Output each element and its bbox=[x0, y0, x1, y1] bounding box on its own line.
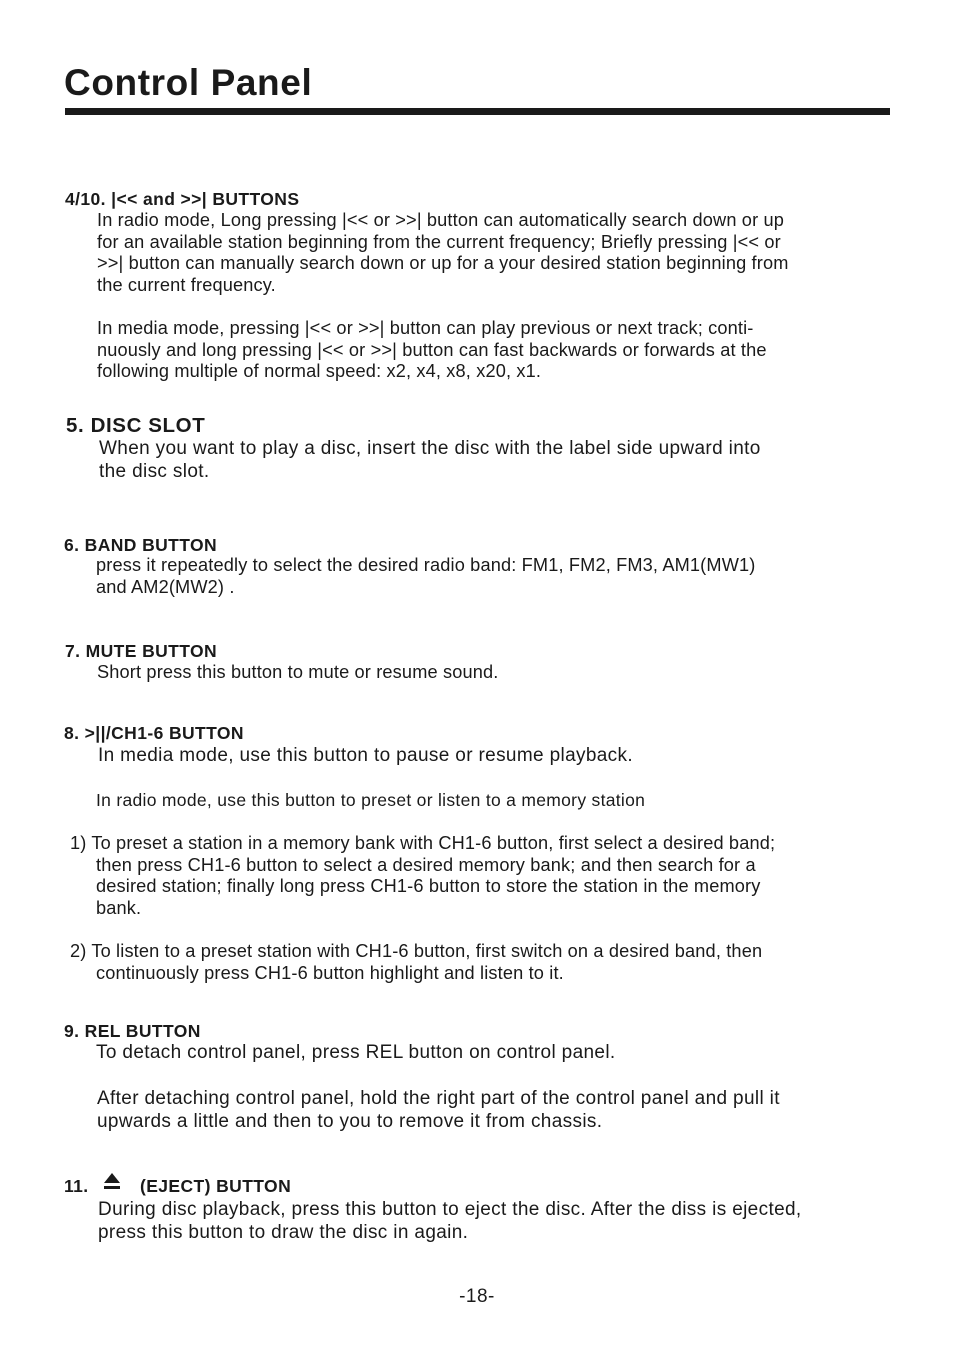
text-line: During disc playback, press this button to eject the disc. After the diss is ejected, bbox=[98, 1199, 802, 1220]
text-line: following multiple of normal speed: x2, x4, x8, x20, x1. bbox=[97, 361, 542, 382]
rel-remove-paragraph bbox=[97, 1087, 780, 1133]
text-line: Short press this button to mute or resume sound. bbox=[97, 662, 499, 682]
ch-listen-list-item bbox=[70, 941, 762, 984]
eject-icon bbox=[103, 1171, 121, 1191]
text-line: To detach control panel, press REL button on control panel. bbox=[96, 1042, 616, 1063]
text-line: continuously press CH1-6 button highlight and listen to it. bbox=[96, 962, 564, 983]
text-line: bank. bbox=[96, 897, 142, 918]
mute-paragraph bbox=[97, 662, 498, 684]
skip-radio-paragraph bbox=[97, 210, 789, 296]
band-paragraph bbox=[96, 555, 755, 598]
section-heading-band-button: 6. BAND BUTTON bbox=[64, 535, 218, 555]
text-line: for an available station beginning from the current frequency; Briefly pressing |<< or bbox=[97, 231, 781, 252]
text-line: and AM2(MW2) . bbox=[96, 576, 235, 597]
section-heading-eject-button: (EJECT) BUTTON bbox=[140, 1176, 292, 1196]
section-heading-ch-button: 8. >||/CH1-6 BUTTON bbox=[64, 723, 244, 743]
skip-media-paragraph bbox=[97, 318, 767, 383]
page-title: Control Panel bbox=[64, 62, 313, 103]
text-line: In media mode, use this button to pause or resume playback. bbox=[98, 745, 633, 766]
ch-preset-list-item bbox=[70, 833, 775, 919]
text-line: upwards a little and then to you to remove it from chassis. bbox=[97, 1111, 603, 1132]
section-heading-rel-button: 9. REL BUTTON bbox=[64, 1021, 201, 1041]
text-line: After detaching control panel, hold the right part of the control panel and pull it bbox=[97, 1088, 780, 1109]
title-rule bbox=[65, 108, 890, 115]
section-heading-skip-buttons: 4/10. |<< and >>| BUTTONS bbox=[65, 189, 300, 209]
text-line: 2) To listen to a preset station with CH1-6 button, first switch on a desired band, then bbox=[70, 941, 763, 961]
section-heading-mute-button: 7. MUTE BUTTON bbox=[65, 641, 218, 661]
text-line: In media mode, pressing |<< or >>| button can play previous or next track; conti- bbox=[97, 318, 754, 338]
ch-media-paragraph bbox=[98, 744, 633, 767]
text-line: press it repeatedly to select the desired radio band: FM1, FM2, FM3, AM1(MW1) bbox=[96, 555, 756, 575]
disc-slot-paragraph bbox=[99, 437, 761, 483]
rel-detach-paragraph bbox=[96, 1041, 616, 1064]
eject-paragraph bbox=[98, 1198, 802, 1244]
text-line: desired station; finally long press CH1-6 button to store the station in the memory bbox=[96, 876, 761, 897]
text-line: When you want to play a disc, insert the disc with the label side upward into bbox=[99, 438, 761, 459]
text-line: then press CH1-6 button to select a desired memory bank; and then search for a bbox=[96, 854, 756, 875]
text-line: the current frequency. bbox=[97, 274, 276, 295]
text-line: press this button to draw the disc in again. bbox=[98, 1222, 469, 1243]
section-heading-disc-slot: 5. DISC SLOT bbox=[66, 414, 206, 437]
text-line: >>| button can manually search down or up for a your desired station beginning from bbox=[97, 253, 789, 274]
text-line: nuously and long pressing |<< or >>| button can fast backwards or forwards at the bbox=[97, 339, 767, 360]
page-number: -18- bbox=[459, 1286, 495, 1307]
section-heading-eject-number: 11. bbox=[64, 1176, 89, 1196]
text-line: 1) To preset a station in a memory bank with CH1-6 button, first select a desired band; bbox=[70, 833, 776, 853]
text-line: In radio mode, Long pressing |<< or >>| button can automatically search down or up bbox=[97, 210, 785, 230]
text-line: the disc slot. bbox=[99, 461, 210, 482]
ch-radio-paragraph bbox=[96, 790, 645, 812]
text-line: In radio mode, use this button to preset or listen to a memory station bbox=[96, 790, 646, 810]
